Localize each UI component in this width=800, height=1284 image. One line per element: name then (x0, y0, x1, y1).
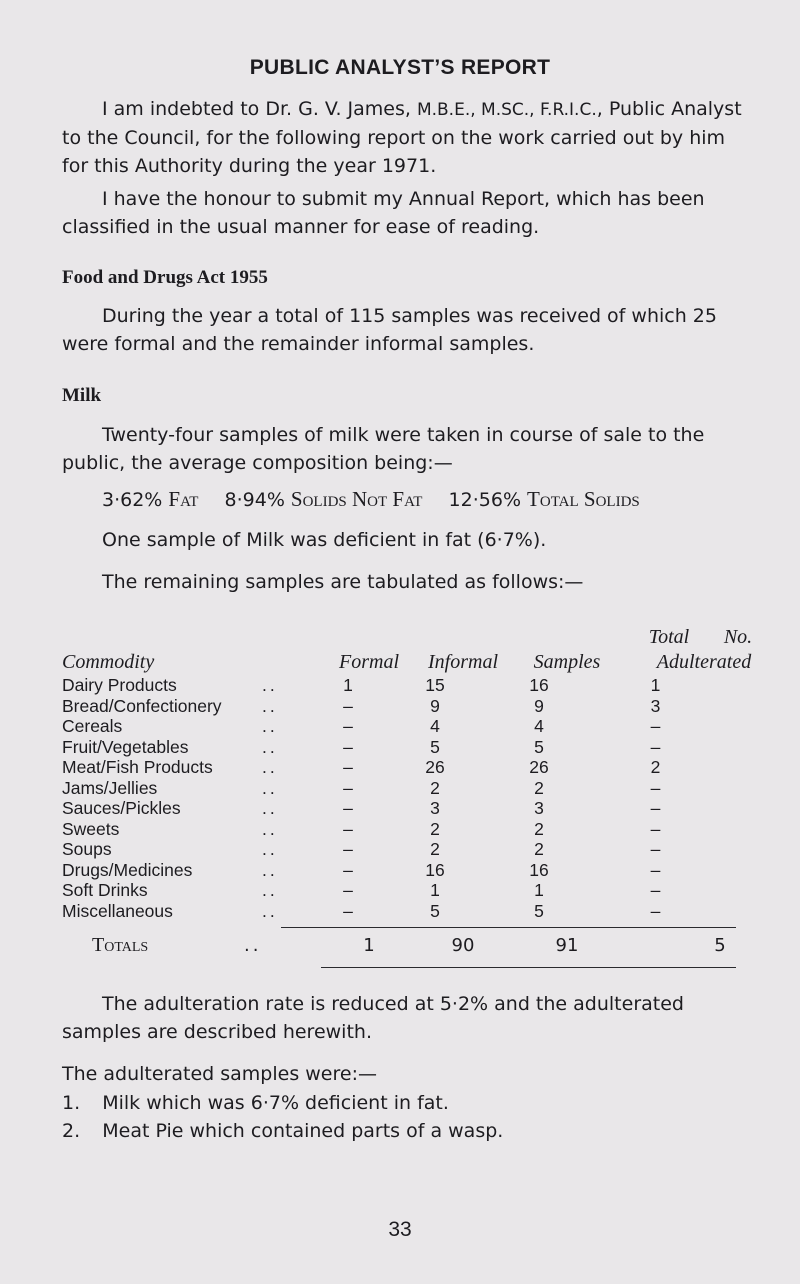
informal-cell (380, 901, 490, 922)
adulterated-cell (588, 860, 723, 881)
totals-dots: .. (244, 935, 262, 956)
informal-cell-text: 2 (430, 818, 440, 839)
informal-cell-text: 1 (430, 880, 440, 900)
formal-cell-text: – (343, 900, 353, 921)
commodity-cell (62, 880, 316, 901)
totals-top-rule (281, 927, 736, 928)
formal-cell (316, 839, 380, 860)
table-row (62, 839, 723, 860)
table-row (62, 819, 723, 840)
informal-cell (380, 737, 490, 758)
qualifications: M.B.E., M.SC., F.R.I.C. (416, 100, 597, 120)
total-cell (490, 778, 588, 799)
formal-cell-text: – (343, 839, 353, 859)
total-cell-text: 9 (534, 695, 544, 716)
total-cell-text: 4 (534, 716, 544, 736)
milk-paragraph (62, 421, 742, 477)
informal-cell (380, 778, 490, 799)
formal-cell (316, 696, 380, 717)
total-cell-text: 2 (534, 818, 544, 839)
intro-text-2: I have the honour to submit my Annual Report, which has been classified in the usual manner for ease of reading. (62, 188, 705, 238)
total-cell (490, 880, 588, 901)
informal-cell (380, 839, 490, 860)
milk-deficient-line: One sample of Milk was deficient in fat (6·7%). (102, 529, 547, 551)
total-cell-text: 2 (534, 777, 544, 798)
adulterated-cell (588, 778, 723, 799)
formal-cell-text: – (343, 859, 353, 880)
formal-cell-text: – (343, 818, 353, 839)
formal-cell (316, 819, 380, 840)
adulterated-cell-text: – (650, 900, 661, 921)
milk-heading: Milk (62, 385, 102, 406)
list-item-number: 2. (62, 1120, 81, 1142)
total-cell-text: 16 (529, 859, 549, 880)
intro-paragraph-2 (62, 185, 742, 241)
commodity-cell-text: Meat/Fish Products (62, 757, 213, 777)
commodity-cell (62, 798, 316, 819)
total-cell (490, 696, 588, 717)
adulterated-cell (588, 757, 723, 778)
intro-text-b: , Public Analyst to the Council, for the following report on the work carried out by him for this Authority during the year 1971. (62, 98, 742, 177)
adulterated-cell-text: – (650, 818, 661, 839)
total-cell (490, 798, 588, 819)
adulterated-cell-text: 2 (650, 757, 661, 777)
formal-cell (316, 880, 380, 901)
food-drugs-paragraph (62, 302, 742, 358)
commodity-cell (62, 860, 316, 881)
commodity-cell-text: Fruit/Vegetables (62, 736, 189, 757)
list-item-text: Meat Pie which contained parts of a wasp. (102, 1120, 504, 1142)
adulterated-cell (588, 696, 723, 717)
adulterated-cell (588, 675, 723, 696)
total-cell-text: 16 (529, 675, 549, 695)
intro-paragraph-1 (62, 95, 742, 180)
food-drugs-heading: Food and Drugs Act 1955 (62, 267, 268, 288)
informal-cell (380, 716, 490, 737)
table-row (62, 757, 723, 778)
adulteration-rate-text: The adulteration rate is reduced at 5·2% and the adulterated samples are described herewith. (62, 993, 684, 1043)
formal-cell-text: – (343, 880, 353, 900)
leader-dots: .. (262, 900, 278, 921)
adulterated-cell-text: – (650, 777, 661, 798)
table-row (62, 778, 723, 799)
table-row (62, 880, 723, 901)
commodity-cell-text: Sweets (62, 818, 120, 839)
total-cell (490, 716, 588, 737)
informal-cell (380, 675, 490, 696)
formal-cell (316, 716, 380, 737)
totals-informal: 90 (451, 935, 475, 956)
commodity-cell-text: Soups (62, 839, 112, 859)
totals-adulterated: 5 (714, 935, 726, 956)
food-drugs-text: During the year a total of 115 samples was received of which 25 were formal and the remainder informal samples. (62, 305, 717, 355)
total-cell-text: 26 (529, 757, 549, 777)
total-cell (490, 737, 588, 758)
informal-cell (380, 798, 490, 819)
formal-cell-text: – (343, 798, 353, 818)
table-row (62, 696, 723, 717)
totals-bottom-rule (321, 967, 736, 968)
commodity-cell (62, 696, 316, 717)
leader-dots: .. (262, 695, 278, 716)
leader-dots: .. (262, 818, 278, 839)
adulterated-cell-text: – (650, 716, 661, 736)
adulterated-cell-text: 1 (650, 675, 661, 695)
fat-label: Fat (168, 487, 199, 511)
fat-value: 3·62% (102, 489, 163, 511)
total-cell (490, 757, 588, 778)
adulterated-cell (588, 839, 723, 860)
adulterated-cell-text: – (650, 736, 661, 757)
adulterated-item-2 (62, 1120, 503, 1142)
col-total-bottom: Samples (533, 651, 601, 673)
list-item-number: 1. (62, 1092, 81, 1114)
formal-cell (316, 798, 380, 819)
informal-cell (380, 696, 490, 717)
formal-cell (316, 757, 380, 778)
col-formal: Formal (339, 651, 399, 673)
formal-cell (316, 778, 380, 799)
formal-cell (316, 737, 380, 758)
total-cell (490, 839, 588, 860)
informal-cell (380, 819, 490, 840)
adulterated-cell (588, 819, 723, 840)
milk-composition-line (102, 487, 640, 512)
commodity-cell-text: Jams/Jellies (62, 777, 158, 798)
commodity-cell-text: Cereals (62, 716, 123, 736)
col-adult-top: No. (723, 626, 753, 648)
formal-cell (316, 675, 380, 696)
formal-cell-text: 1 (343, 675, 353, 695)
adulterated-intro: The adulterated samples were:— (62, 1063, 377, 1085)
table-row (62, 675, 723, 696)
commodity-cell-text: Sauces/Pickles (62, 798, 181, 818)
table-row (62, 860, 723, 881)
leader-dots: .. (262, 839, 278, 859)
formal-cell-text: – (343, 757, 353, 777)
leader-dots: .. (262, 880, 278, 900)
snf-label: Solids Not Fat (290, 487, 423, 511)
informal-cell-text: 2 (430, 777, 440, 798)
leader-dots: .. (262, 675, 278, 695)
adulterated-cell (588, 880, 723, 901)
adulterated-cell-text: – (650, 839, 661, 859)
list-item-text: Milk which was 6·7% deficient in fat. (102, 1092, 449, 1114)
commodity-cell (62, 778, 316, 799)
col-commodity: Commodity (62, 651, 155, 673)
informal-cell (380, 757, 490, 778)
formal-cell-text: – (343, 716, 353, 736)
informal-cell (380, 860, 490, 881)
commodity-cell (62, 716, 316, 737)
milk-text: Twenty-four samples of milk were taken in course of sale to the public, the average composition being:— (62, 424, 705, 474)
total-cell-text: 3 (534, 798, 544, 818)
commodity-cell (62, 737, 316, 758)
adulterated-cell (588, 737, 723, 758)
ts-label: Total Solids (527, 487, 640, 511)
col-total-top: Total (648, 626, 690, 648)
leader-dots: .. (262, 798, 278, 818)
informal-cell-text: 2 (430, 839, 440, 859)
adulterated-cell (588, 901, 723, 922)
adulterated-cell (588, 798, 723, 819)
commodity-cell (62, 819, 316, 840)
col-informal: Informal (428, 651, 498, 673)
ts-value: 12·56% (448, 489, 521, 511)
totals-total: 91 (555, 935, 579, 956)
total-cell (490, 901, 588, 922)
col-adult-bottom: Adulterated (656, 651, 752, 673)
commodity-cell-text: Dairy Products (62, 675, 177, 695)
informal-cell-text: 16 (425, 859, 445, 880)
page-title: PUBLIC ANALYST’S REPORT (249, 56, 551, 79)
informal-cell-text: 4 (430, 716, 440, 736)
formal-cell (316, 860, 380, 881)
leader-dots: .. (262, 716, 278, 736)
table-row (62, 798, 723, 819)
informal-cell (380, 880, 490, 901)
adulterated-cell-text: 3 (650, 695, 661, 716)
leader-dots: .. (262, 736, 278, 757)
leader-dots: .. (262, 757, 278, 777)
table-row (62, 716, 723, 737)
informal-cell-text: 5 (430, 736, 440, 757)
total-cell (490, 860, 588, 881)
adulterated-cell (588, 716, 723, 737)
total-cell-text: 1 (534, 880, 544, 900)
remaining-intro-line: The remaining samples are tabulated as follows:— (102, 571, 584, 593)
samples-table (62, 675, 723, 921)
formal-cell-text: – (343, 736, 353, 757)
informal-cell-text: 15 (425, 675, 445, 695)
page-number: 33 (388, 1218, 412, 1241)
commodity-cell (62, 675, 316, 696)
commodity-cell-text: Miscellaneous (62, 900, 173, 921)
formal-cell (316, 901, 380, 922)
leader-dots: .. (262, 859, 278, 880)
adulterated-cell-text: – (650, 880, 661, 900)
table-row (62, 737, 723, 758)
commodity-cell (62, 839, 316, 860)
informal-cell-text: 3 (430, 798, 440, 818)
adulterated-cell-text: – (650, 798, 661, 818)
commodity-cell (62, 757, 316, 778)
informal-cell-text: 26 (425, 757, 445, 777)
total-cell (490, 819, 588, 840)
informal-cell-text: 9 (430, 695, 440, 716)
adulterated-item-1 (62, 1092, 449, 1114)
total-cell-text: 5 (534, 900, 544, 921)
total-cell-text: 5 (534, 736, 544, 757)
informal-cell-text: 5 (430, 900, 440, 921)
totals-label: Totals (92, 934, 149, 956)
adulterated-cell-text: – (650, 859, 661, 880)
formal-cell-text: – (343, 777, 353, 798)
table-row (62, 901, 723, 922)
totals-formal: 1 (363, 935, 375, 956)
commodity-cell (62, 901, 316, 922)
total-cell (490, 675, 588, 696)
leader-dots: .. (262, 777, 278, 798)
intro-text-a: I am indebted to Dr. G. V. James, (102, 98, 417, 120)
formal-cell-text: – (343, 695, 353, 716)
snf-value: 8·94% (224, 489, 285, 511)
total-cell-text: 2 (534, 839, 544, 859)
commodity-cell-text: Bread/Confectionery (62, 695, 222, 716)
commodity-cell-text: Soft Drinks (62, 880, 148, 900)
commodity-cell-text: Drugs/Medicines (62, 859, 193, 880)
adulteration-rate-paragraph (62, 990, 742, 1046)
